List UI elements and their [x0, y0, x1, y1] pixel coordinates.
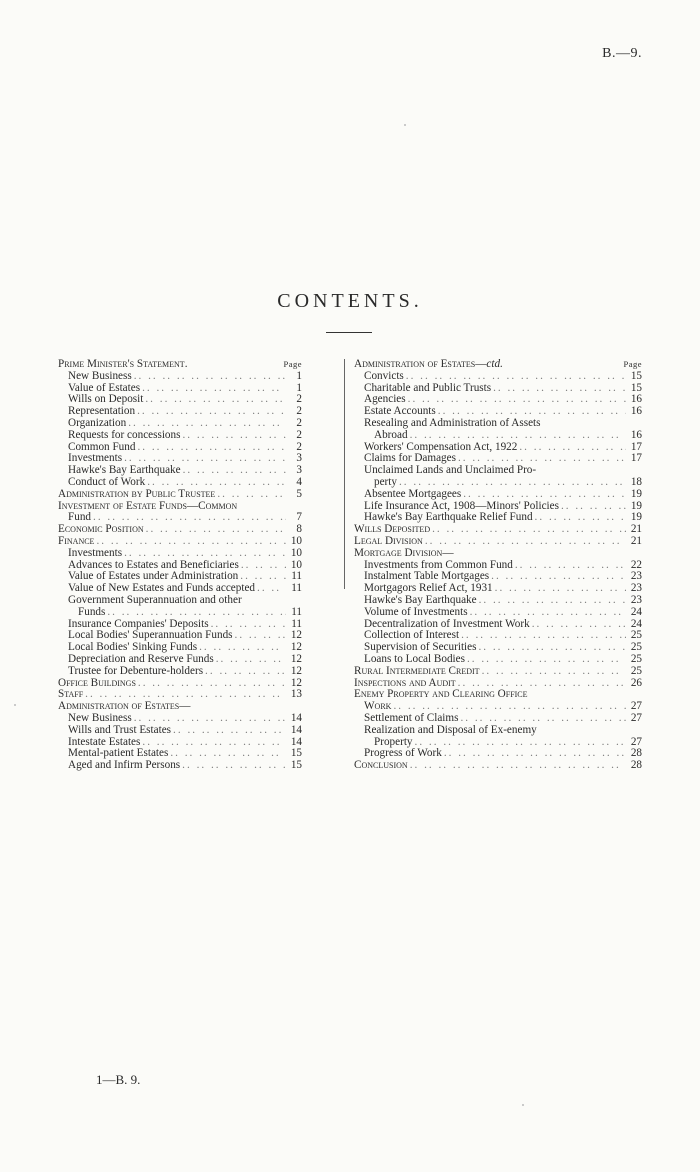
toc-entry-text: Decentralization of Investment Work — [364, 617, 530, 630]
toc-entry-text: Value of Estates under Administration — [68, 570, 239, 583]
toc-entry-page: 15 — [290, 759, 302, 772]
toc-entry[interactable] — [354, 430, 642, 442]
sheet-reference: 1—B. 9. — [96, 1072, 141, 1087]
section-heading-ctd: ctd. — [486, 358, 503, 370]
toc-entry-page: 1 — [296, 369, 302, 382]
toc-entry-page: 2 — [296, 416, 302, 429]
toc-entry-text: Wills on Deposit — [68, 393, 144, 406]
toc-entry[interactable] — [354, 760, 642, 772]
toc-entry-page: 3 — [296, 452, 302, 465]
toc-entry-page: 21 — [630, 523, 642, 536]
toc-entry-text: Absentee Mortgagees — [364, 487, 462, 500]
toc-entry-page: 24 — [630, 605, 642, 618]
leader-dots — [135, 442, 286, 454]
leader-dots — [132, 713, 286, 725]
toc-entry-text: Legal Division — [354, 534, 423, 547]
toc-entry-text: Requests for concessions — [68, 428, 181, 441]
toc-entry-page: 27 — [630, 700, 642, 713]
toc-entry-text: New Business — [68, 369, 132, 382]
toc-entry-line: Enemy Property and Clearing Office — [354, 688, 528, 701]
page-title: CONTENTS. — [277, 290, 423, 312]
leader-dots — [132, 371, 286, 383]
toc-entry[interactable] — [58, 524, 302, 536]
toc-entry-page: 2 — [296, 405, 302, 418]
leader-dots — [513, 560, 626, 572]
toc-entry-page: 16 — [630, 428, 642, 441]
toc-entry-text: New Business — [68, 711, 132, 724]
leader-dots — [122, 548, 286, 560]
toc-entry-page: 28 — [630, 747, 642, 760]
toc-entry-text: Value of New Estates and Funds accepted — [68, 582, 256, 595]
toc-entry-page: 18 — [630, 475, 642, 488]
toc-entry-page: 12 — [290, 664, 302, 677]
toc-entry-text: Investments — [68, 452, 123, 465]
toc-entry-text: Claims for Damages — [364, 452, 456, 465]
toc-group — [58, 619, 302, 678]
toc-entry-page: 24 — [630, 617, 642, 630]
toc-entry-page: 19 — [630, 487, 642, 500]
toc-entry-text: Work — [364, 700, 392, 713]
toc-entry-text: Instalment Table Mortgages — [364, 570, 490, 583]
toc-entry[interactable] — [58, 760, 302, 772]
toc-entry[interactable] — [58, 607, 302, 619]
toc-entry[interactable] — [58, 678, 302, 690]
toc-entry[interactable] — [354, 713, 642, 725]
leader-dots — [465, 654, 626, 666]
toc-entry-text: Staff — [58, 688, 84, 701]
toc-entry-text: Supervision of Securities — [364, 641, 477, 654]
toc-entry[interactable] — [354, 666, 642, 678]
toc-entry-text: Convicts — [364, 369, 404, 382]
toc-entry-page: 23 — [630, 593, 642, 606]
toc-entry-page: 17 — [630, 452, 642, 465]
toc-entry-text: Common Fund — [68, 440, 136, 453]
toc-entry-line: Government Superannuation and other — [68, 593, 242, 606]
toc-entry-page: 11 — [291, 582, 302, 595]
toc-entry-page: 14 — [290, 711, 302, 724]
leader-dots — [181, 465, 286, 477]
leader-dots — [214, 654, 286, 666]
toc-entry-page: 11 — [291, 605, 302, 618]
toc-entry-page: 14 — [290, 723, 302, 736]
toc-entry[interactable] — [354, 371, 642, 383]
leader-dots — [180, 430, 286, 442]
toc-entry-page: 26 — [630, 676, 642, 689]
title-rule — [326, 332, 372, 333]
paper-speck — [14, 704, 16, 706]
toc-entry-text: Administration by Public Trustee — [58, 487, 216, 500]
toc-entry-text: Investments from Common Fund — [364, 558, 513, 571]
section-heading: Prime Minister's Statement. — [58, 358, 188, 370]
toc-entry-text: Local Bodies' Superannuation Funds — [68, 629, 233, 642]
leader-dots — [491, 383, 626, 395]
toc-entry[interactable] — [58, 654, 302, 666]
leader-dots — [477, 595, 626, 607]
toc-entry-line: Unclaimed Lands and Unclaimed Pro- — [364, 464, 537, 477]
toc-entry-text: Finance — [58, 534, 95, 547]
toc-group — [354, 489, 642, 524]
leader-dots — [559, 501, 626, 513]
toc-entry-text: Investments — [68, 546, 123, 559]
toc-entry-text: Hawke's Bay Earthquake Relief Fund — [364, 511, 533, 524]
toc-heading: Mortgage Division— — [354, 546, 454, 559]
toc-entry-page: 15 — [290, 747, 302, 760]
toc-entry-text: Organization — [68, 416, 127, 429]
toc-entry-text: Settlement of Claims — [364, 711, 459, 724]
toc-entry-page: 13 — [290, 688, 302, 701]
toc-entry-text: Insurance Companies' Deposits — [68, 617, 209, 630]
toc-entry-line: Resealing and Administration of Assets — [364, 416, 541, 429]
leader-dots — [404, 371, 626, 383]
leader-dots — [126, 418, 286, 430]
toc-entry-page: 12 — [290, 676, 302, 689]
leader-dots — [406, 394, 626, 406]
toc-entry[interactable] — [58, 725, 302, 737]
toc-entry-page: 28 — [630, 759, 642, 772]
toc-entry-text: Property — [374, 735, 413, 748]
toc-entry[interactable] — [58, 536, 302, 548]
paper-speck — [404, 124, 406, 126]
toc-entry[interactable] — [354, 595, 642, 607]
toc-entry-page: 27 — [630, 711, 642, 724]
toc-entry-text: Workers' Compensation Act, 1922 — [364, 440, 518, 453]
toc-entry-page: 16 — [630, 405, 642, 418]
leader-dots — [468, 607, 626, 619]
toc-entry-page: 23 — [630, 570, 642, 583]
toc-entry-text: Agencies — [364, 393, 406, 406]
toc-entry-text: Depreciation and Reserve Funds — [68, 652, 214, 665]
toc-entry[interactable] — [58, 371, 302, 383]
toc-entry-page: 25 — [630, 664, 642, 677]
toc-entry-page: 3 — [296, 464, 302, 477]
toc-entry-page: 2 — [296, 440, 302, 453]
toc-entry[interactable] — [58, 548, 302, 560]
contents-columns — [58, 358, 642, 772]
toc-entry-page: 19 — [630, 499, 642, 512]
toc-entry-text: Trustee for Debenture-holders — [68, 664, 204, 677]
toc-entry-text: perty — [374, 475, 397, 488]
toc-entry-page: 25 — [630, 652, 642, 665]
toc-entry[interactable] — [354, 607, 642, 619]
toc-entry-page: 10 — [290, 546, 302, 559]
leader-dots — [489, 571, 626, 583]
toc-entry[interactable] — [354, 489, 642, 501]
leader-dots — [530, 619, 626, 631]
toc-entry-text: Local Bodies' Sinking Funds — [68, 641, 198, 654]
toc-entry-page: 25 — [630, 629, 642, 642]
toc-entry-text: Loans to Local Bodies — [364, 652, 465, 665]
leader-dots — [203, 666, 286, 678]
page-reference: B.—9. — [602, 46, 642, 61]
toc-entry-text: Life Insurance Act, 1908—Minors' Policies — [364, 499, 559, 512]
toc-entry-page: 16 — [630, 393, 642, 406]
toc-entry-text: Conduct of Work — [68, 475, 146, 488]
toc-entry[interactable] — [58, 477, 302, 489]
toc-entry-page: 11 — [291, 617, 302, 630]
page-column-label: Page — [283, 359, 302, 369]
leader-dots — [459, 630, 626, 642]
leader-dots — [239, 560, 286, 572]
toc-entry-text: Conclusion — [354, 759, 408, 772]
toc-entry-page: 25 — [630, 641, 642, 654]
toc-entry[interactable] — [58, 430, 302, 442]
toc-entry-page: 19 — [630, 511, 642, 524]
toc-entry[interactable] — [354, 477, 642, 489]
toc-entry-page: 21 — [630, 534, 642, 547]
toc-entry-page: 12 — [290, 652, 302, 665]
toc-entry[interactable] — [58, 489, 302, 501]
leader-dots — [140, 383, 286, 395]
toc-entry-text: Value of Estates — [68, 381, 141, 394]
leader-dots — [145, 477, 286, 489]
leader-dots — [233, 630, 286, 642]
toc-group — [354, 560, 642, 666]
toc-entry-text: Hawke's Bay Earthquake — [364, 593, 477, 606]
toc-group — [58, 371, 302, 489]
leader-dots — [168, 748, 286, 760]
toc-entry-page: 17 — [630, 440, 642, 453]
toc-entry-text: Abroad — [374, 428, 408, 441]
toc-entry-page: 22 — [630, 558, 642, 571]
toc-group — [58, 548, 302, 595]
toc-entry-text: Representation — [68, 405, 136, 418]
toc-entry-page: 27 — [630, 735, 642, 748]
toc-entry-text: Estate Accounts — [364, 405, 436, 418]
toc-entry-page: 12 — [290, 629, 302, 642]
toc-entry-page: 1 — [296, 381, 302, 394]
toc-entry-page: 15 — [630, 369, 642, 382]
toc-entry-page: 7 — [296, 511, 302, 524]
toc-entry-text: Collection of Interest — [364, 629, 460, 642]
toc-entry-text: Inspections and Audit — [354, 676, 456, 689]
toc-entry-page: 2 — [296, 428, 302, 441]
page-column-label: Page — [623, 359, 642, 369]
leader-dots — [255, 583, 286, 595]
toc-entry-text: Advances to Estates and Beneficiaries — [68, 558, 239, 571]
toc-group — [58, 713, 302, 772]
toc-entry-text: Progress of Work — [364, 747, 442, 760]
leader-dots — [461, 489, 626, 501]
toc-entry-line: Realization and Disposal of Ex-enemy — [364, 723, 537, 736]
paper-speck — [522, 1104, 524, 1106]
toc-entry-page: 14 — [290, 735, 302, 748]
toc-entry[interactable] — [58, 666, 302, 678]
toc-entry-text: Mortgagors Relief Act, 1931 — [364, 582, 493, 595]
section-heading: Administration of Estates— — [354, 358, 487, 370]
toc-entry-text: Funds — [78, 605, 106, 618]
leader-dots — [493, 583, 626, 595]
toc-entry-page: 23 — [630, 582, 642, 595]
toc-entry-text: Economic Position — [58, 523, 144, 536]
left-column — [58, 359, 302, 772]
toc-entry-text: Fund — [68, 511, 92, 524]
toc-entry-text: Mental-patient Estates — [68, 747, 169, 760]
toc-heading: Administration of Estates— — [58, 700, 191, 713]
toc-entry-page: 8 — [296, 523, 302, 536]
toc-entry-page: 15 — [630, 381, 642, 394]
leader-dots — [517, 442, 626, 454]
toc-entry-text: Office Buildings — [58, 676, 136, 689]
toc-entry-text: Wills and Trust Estates — [68, 723, 172, 736]
toc-group — [354, 442, 642, 466]
toc-entry-page: 12 — [290, 641, 302, 654]
leader-dots — [143, 394, 286, 406]
toc-entry-text: Hawke's Bay Earthquake — [68, 464, 181, 477]
toc-entry-text: Volume of Investments — [364, 605, 468, 618]
toc-entry-page: 10 — [290, 534, 302, 547]
leader-dots — [476, 642, 626, 654]
toc-entry[interactable] — [58, 713, 302, 725]
column-divider — [344, 359, 345, 589]
toc-entry-text: Intestate Estates — [68, 735, 141, 748]
leader-dots — [180, 760, 286, 772]
toc-group — [354, 371, 642, 418]
toc-entry-page: 11 — [291, 570, 302, 583]
toc-entry-page: 10 — [290, 558, 302, 571]
toc-entry-line: Investment of Estate Funds—Common — [58, 499, 238, 512]
toc-entry-text: Charitable and Public Trusts — [364, 381, 492, 394]
toc-entry-text: Wills Deposited — [354, 523, 431, 536]
leader-dots — [533, 512, 626, 524]
toc-entry[interactable] — [58, 418, 302, 430]
toc-entry-page: 4 — [296, 475, 302, 488]
toc-entry[interactable] — [354, 536, 642, 548]
leader-dots — [171, 725, 286, 737]
right-column — [354, 359, 642, 772]
toc-entry-page: 5 — [296, 487, 302, 500]
toc-entry-page: 2 — [296, 393, 302, 406]
toc-entry[interactable] — [354, 654, 642, 666]
toc-entry-text: Rural Intermediate Credit — [354, 664, 480, 677]
leader-dots — [135, 406, 286, 418]
toc-entry-text: Aged and Infirm Persons — [68, 759, 181, 772]
